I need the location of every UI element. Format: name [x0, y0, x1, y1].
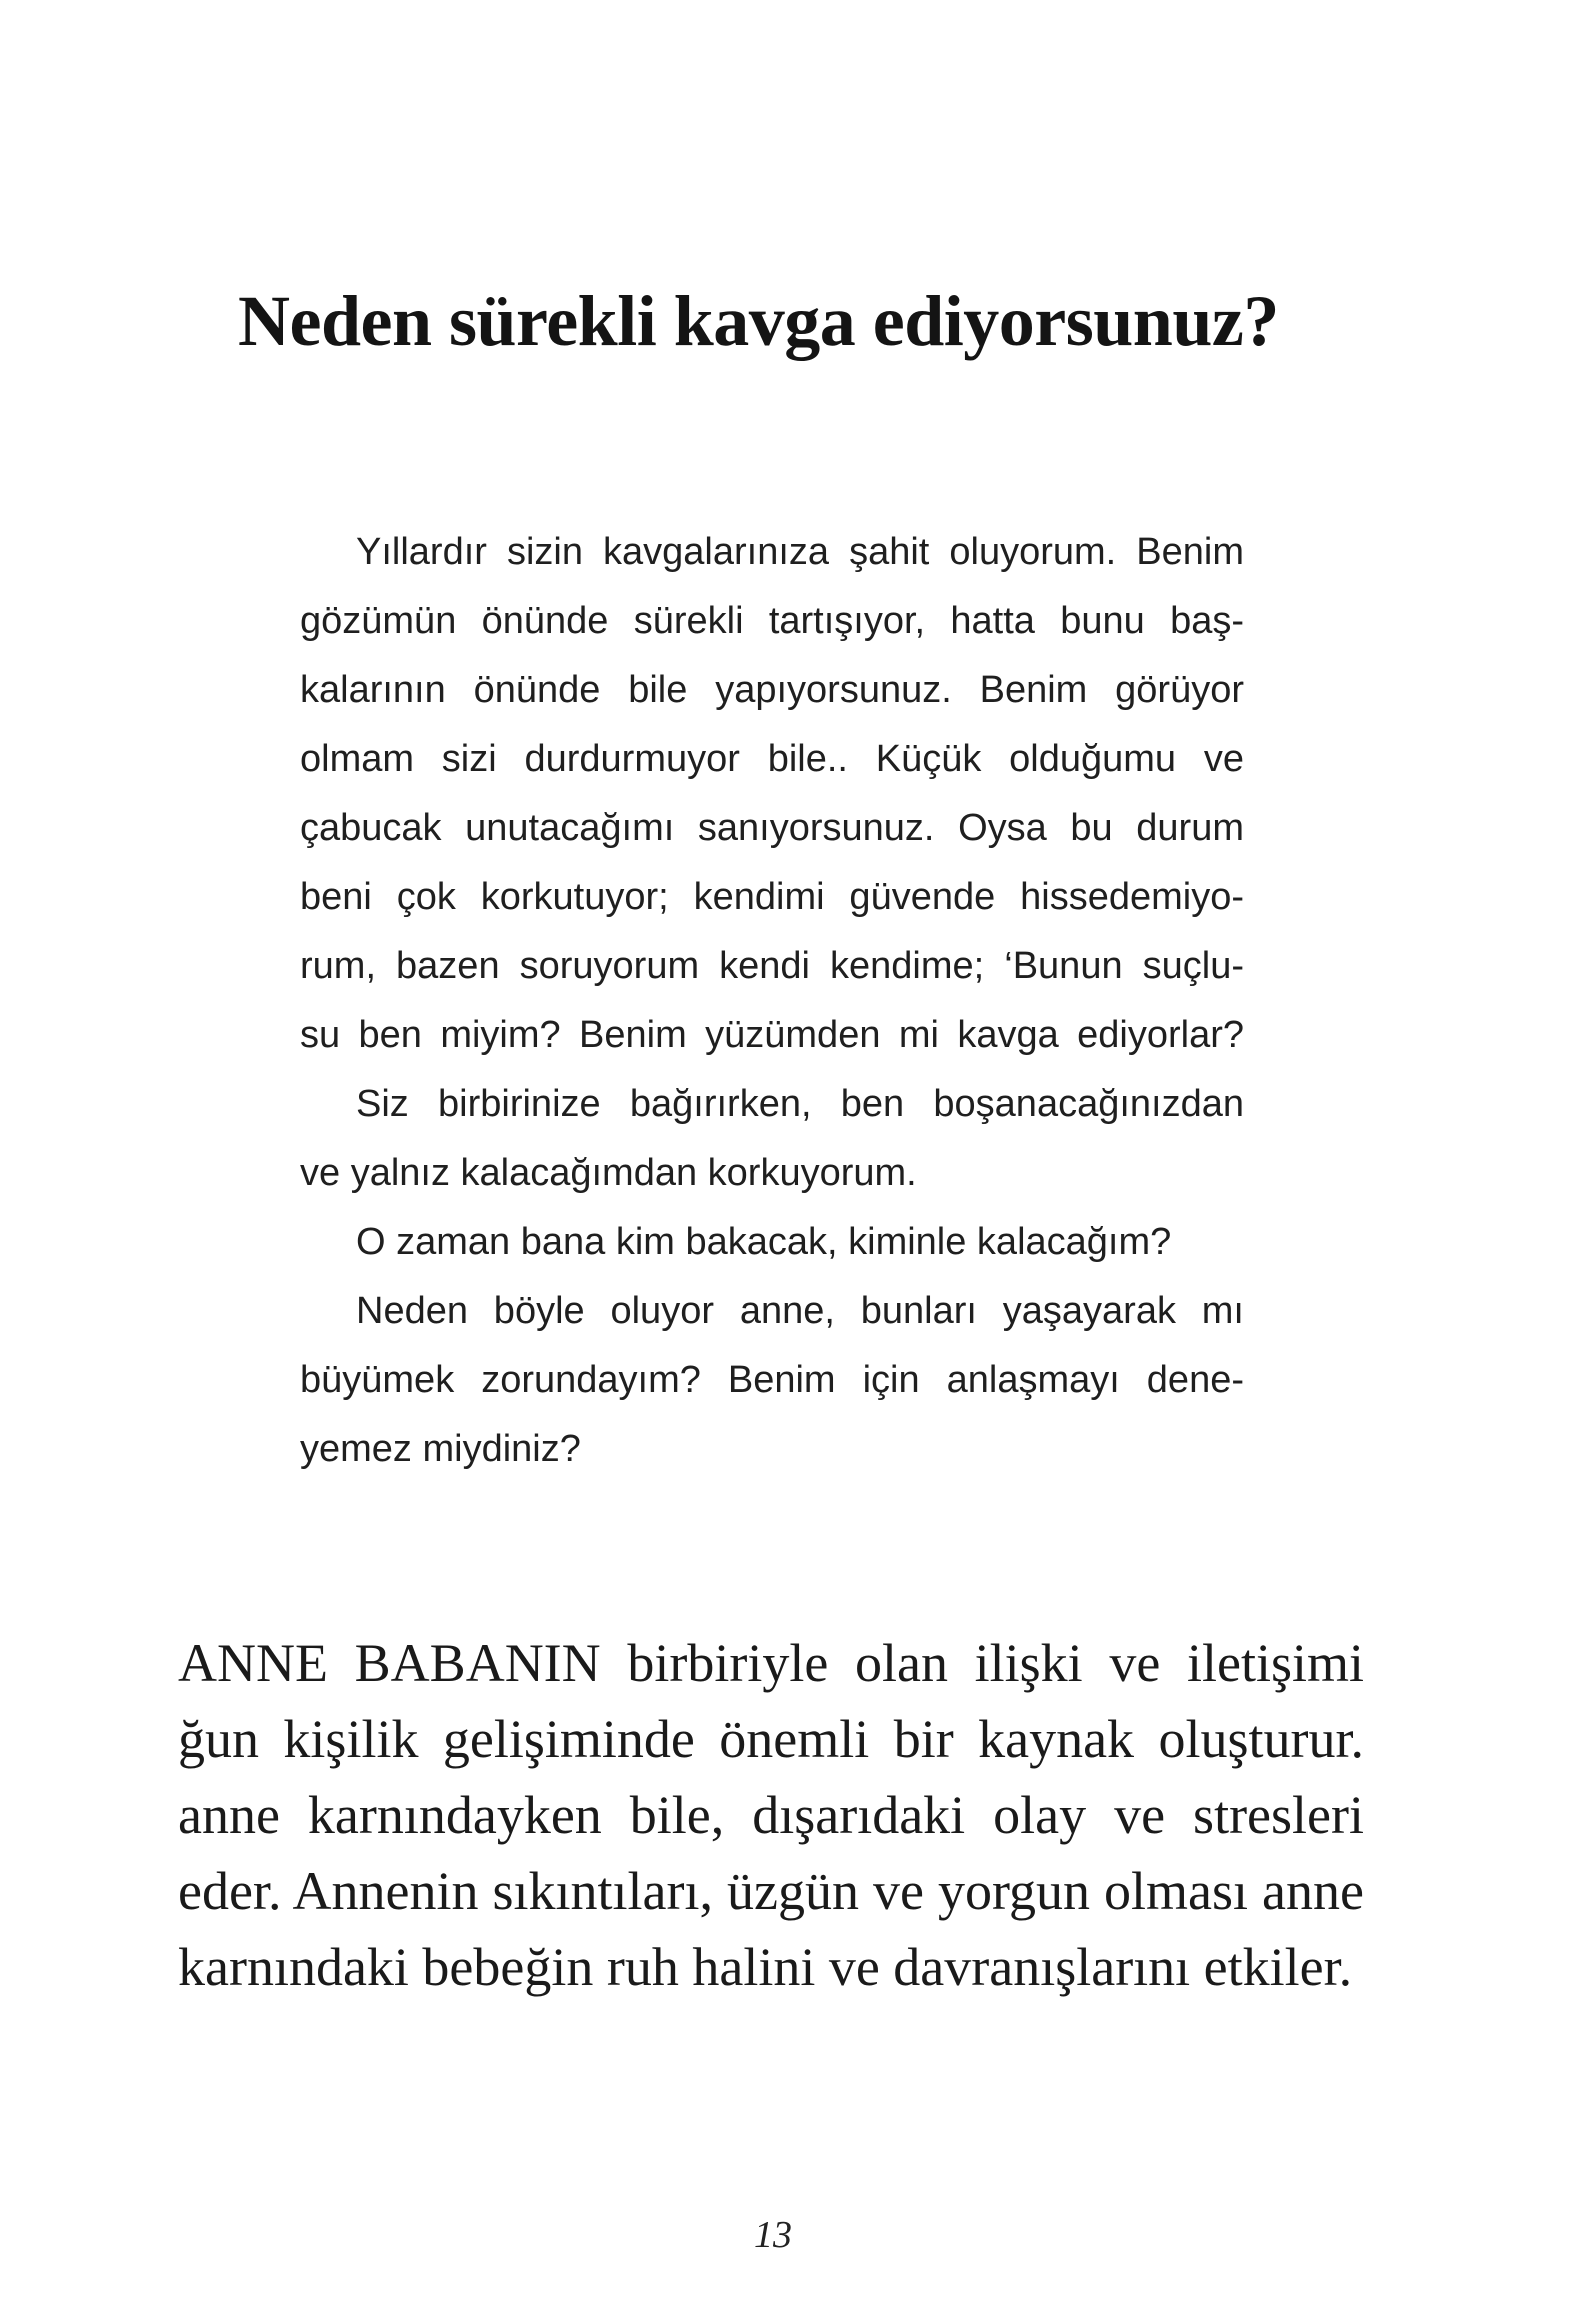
page-number: 13: [754, 2214, 792, 2256]
letter-line: gözümün önünde sürekli tartışıyor, hatta bunu baş-: [300, 600, 1244, 642]
letter-line: olmam sizi durdurmuyor bile.. Küçük olduğumu ve: [300, 738, 1244, 780]
body-line: anne karnındayken bile, dışarıdaki olay ve stresleri: [178, 1785, 1364, 1845]
letter-line: Siz birbirinize bağırırken, ben boşanacağınızdan: [356, 1083, 1244, 1125]
letter-line: kalarının önünde bile yapıyorsunuz. Benim görüyor: [300, 669, 1244, 711]
letter-line: Yıllardır sizin kavgalarınıza şahit oluyorum. Benim: [356, 531, 1244, 573]
letter-line: su ben miyim? Benim yüzümden mi kavga ediyorlar?: [300, 1014, 1244, 1056]
body-line: ğun kişilik gelişiminde önemli bir kaynak oluşturur.: [178, 1709, 1364, 1769]
letter-line: ve yalnız kalacağımdan korkuyorum.: [300, 1152, 917, 1194]
letter-line: yemez miydiniz?: [300, 1428, 581, 1470]
child-letter: [300, 518, 1244, 1484]
letter-line: çabucak unutacağımı sanıyorsunuz. Oysa bu durum: [300, 807, 1244, 849]
letter-line: beni çok korkutuyor; kendimi güvende hissedemiyo-: [300, 876, 1244, 918]
body-line: ANNE BABANIN birbiriyle olan ilişki ve iletişimi: [178, 1633, 1364, 1693]
letter-line: büyümek zorundayım? Benim için anlaşmayı dene-: [300, 1359, 1244, 1401]
page-title: Neden sürekli kavga ediyorsunuz?: [238, 281, 1279, 361]
letter-line: O zaman bana kim bakacak, kiminle kalacağım?: [356, 1221, 1172, 1263]
letter-line: Neden böyle oluyor anne, bunları yaşayarak mı: [356, 1290, 1244, 1332]
body-paragraph: [178, 1625, 1364, 2005]
body-line: eder. Annenin sıkıntıları, üzgün ve yorgun olması anne: [178, 1861, 1364, 1921]
body-line: karnındaki bebeğin ruh halini ve davranışlarını etkiler.: [178, 1937, 1353, 1997]
letter-line: rum, bazen soruyorum kendi kendime; ‘Bunun suçlu-: [300, 945, 1244, 987]
